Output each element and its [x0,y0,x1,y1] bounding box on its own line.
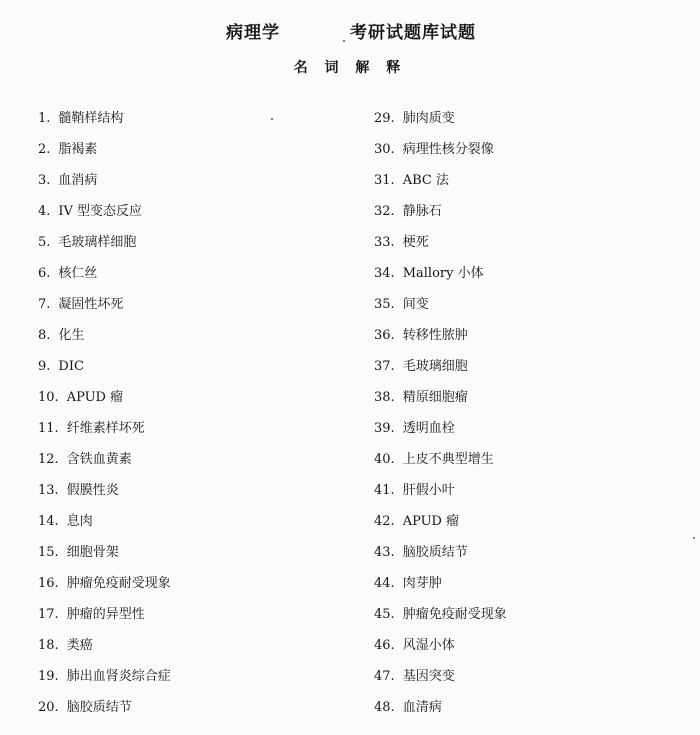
term-text: 脂褐素 [58,142,98,157]
term-item [374,108,507,139]
term-item [374,263,507,294]
term-number: 19. [38,669,59,684]
term-text: 透明血栓 [402,421,455,436]
term-text: 毛玻璃样细胞 [58,235,137,250]
term-text: 肿瘤的异型性 [66,607,145,622]
term-item [374,666,507,697]
term-number: 42. [374,514,395,529]
term-item [374,511,507,542]
term-text: 间变 [402,297,429,312]
term-number: 47. [374,669,395,684]
term-number: 36. [374,328,395,343]
term-item [374,294,507,325]
term-text: 含铁血黄素 [66,452,132,467]
term-text: 毛玻璃细胞 [402,359,468,374]
term-text: 脑胶质结节 [402,545,468,560]
term-text: 肝假小叶 [402,483,455,498]
term-text: 肺出血肾炎综合症 [66,669,171,684]
term-item [38,356,171,387]
term-item [374,635,507,666]
term-number: 34. [374,266,395,281]
term-item [374,356,507,387]
scan-speck [271,118,273,120]
term-text: 假膜性炎 [66,483,119,498]
term-item [38,263,171,294]
term-number: 41. [374,483,395,498]
term-text: APUD 瘤 [402,514,460,529]
term-item [38,387,171,418]
term-text: 肿瘤免疫耐受现象 [66,576,171,591]
term-text: 基因突变 [402,669,455,684]
term-number: 7. [38,297,51,312]
term-number: 18. [38,638,59,653]
term-number: 31. [374,173,395,188]
scan-speck [693,537,695,539]
term-number: 8. [38,328,51,343]
term-number: 20. [38,700,59,715]
term-number: 45. [374,607,395,622]
term-text: 脑胶质结节 [66,700,132,715]
term-number: 44. [374,576,395,591]
term-number: 33. [374,235,395,250]
term-list-left [38,108,171,728]
term-number: 10. [38,390,59,405]
term-item [38,232,171,263]
term-item [374,480,507,511]
term-text: 血清病 [402,700,442,715]
term-text: 类癌 [66,638,93,653]
term-item [38,697,171,728]
term-number: 6. [38,266,51,281]
page-bottom-edge [0,729,700,735]
term-number: 4. [38,204,51,219]
term-item [38,294,171,325]
term-list-right [374,108,507,728]
term-text: 转移性脓肿 [402,328,468,343]
term-number: 14. [38,514,59,529]
term-item [38,325,171,356]
term-item [38,480,171,511]
subject-title: 病理学 [226,23,280,43]
term-text: Mallory 小体 [402,266,484,281]
term-text: 精原细胞瘤 [402,390,468,405]
term-item [38,542,171,573]
term-item [38,201,171,232]
term-text: DIC [58,359,84,374]
term-item [38,170,171,201]
term-text: 化生 [58,328,85,343]
term-text: 肉芽肿 [402,576,442,591]
term-number: 12. [38,452,59,467]
term-number: 9. [38,359,51,374]
term-text: IV 型变态反应 [58,204,143,219]
term-item [374,418,507,449]
term-number: 46. [374,638,395,653]
term-item [38,635,171,666]
document-header [0,18,700,44]
term-text: 细胞骨架 [66,545,119,560]
term-item [38,108,171,139]
term-number: 43. [374,545,395,560]
term-number: 16. [38,576,59,591]
term-item [38,139,171,170]
term-number: 11. [38,421,59,436]
term-number: 32. [374,204,395,219]
term-text: 风湿小体 [402,638,455,653]
term-number: 48. [374,700,395,715]
term-item [374,697,507,728]
term-text: 梗死 [402,235,429,250]
term-item [38,666,171,697]
term-number: 5. [38,235,51,250]
term-text: APUD 瘤 [66,390,124,405]
term-text: 核仁丝 [58,266,98,281]
term-number: 1. [38,111,51,126]
term-item [374,573,507,604]
term-text: 息肉 [66,514,93,529]
term-item [374,201,507,232]
term-number: 13. [38,483,59,498]
term-item [38,604,171,635]
term-number: 3. [38,173,51,188]
term-text: 凝固性坏死 [58,297,124,312]
term-item [374,387,507,418]
term-number: 30. [374,142,395,157]
term-text: ABC 法 [402,173,449,188]
term-text: 髓鞘样结构 [58,111,124,126]
term-item [374,542,507,573]
term-item [374,232,507,263]
term-item [374,449,507,480]
term-number: 38. [374,390,395,405]
term-number: 2. [38,142,51,157]
term-text: 肺肉质变 [402,111,455,126]
term-item [374,139,507,170]
term-item [38,573,171,604]
term-item [374,170,507,201]
term-number: 35. [374,297,395,312]
exam-title: 考研试题库试题 [350,23,476,43]
term-item [374,604,507,635]
term-number: 39. [374,421,395,436]
term-number: 37. [374,359,395,374]
term-item [374,325,507,356]
term-number: 40. [374,452,395,467]
term-text: 肿瘤免疫耐受现象 [402,607,507,622]
term-item [38,511,171,542]
section-title: 名 词 解 释 [293,60,407,76]
term-text: 病理性核分裂像 [402,142,494,157]
term-text: 纤维素样坏死 [66,421,145,436]
term-text: 血消病 [58,173,98,188]
term-number: 29. [374,111,395,126]
term-number: 17. [38,607,59,622]
term-item [38,449,171,480]
term-text: 静脉石 [402,204,442,219]
term-text: 上皮不典型增生 [402,452,494,467]
scan-speck [343,40,345,42]
term-number: 15. [38,545,59,560]
term-item [38,418,171,449]
